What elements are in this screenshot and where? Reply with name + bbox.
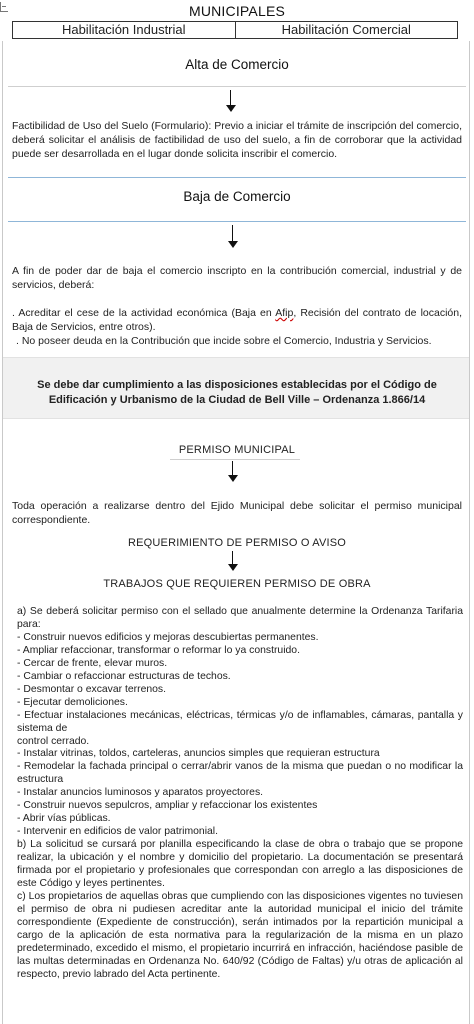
list-item: - Ejecutar demoliciones. [17,696,128,708]
list-item: - Abrir vías públicas. [17,813,111,825]
permiso-municipal-text: Toda operación a realizarse dentro del Ejido Municipal debe solicitar el permiso municipal correspondiente. [12,500,462,526]
requerimiento-heading: REQUERIMIENTO DE PERMISO O AVISO [127,537,347,549]
list-item: - Efectuar instalaciones mecánicas, eléctricas, térmicas y/o de inflamables, cámaras, pantalla y sistema de [17,709,463,734]
alta-comercio-heading: Alta de Comercio [185,57,289,72]
list-item: - Construir nuevos sepulcros, ampliar y refaccionar los existentes [17,800,318,812]
divider [8,86,466,87]
divider [170,459,300,460]
baja-requirement-1 [12,306,462,334]
arrow-down-icon [228,225,238,249]
tab-habilitacion-comercial[interactable]: Habilitación Comercial [235,22,458,38]
list-item: - Desmontar o excavar terrenos. [17,683,166,695]
alta-comercio-text: Factibilidad de Uso del Suelo (Formulario): Previo a iniciar el trámite de inscripción del comercio, deberá solicitar el análisis de factibilidad de uso del suelo, a fin de corroborar que la actividad puede ser desarrollada en el lugar donde solicita inscribir el comercio. [12,120,462,160]
permiso-municipal-heading: PERMISO MUNICIPAL [178,444,296,456]
afip-term: Afip [275,307,294,319]
obra-requirements-list [17,606,463,982]
list-item: - Instalar vitrinas, toldos, carteleras, anuncios simples que requieran estructura [17,748,380,760]
baja-comercio-heading: Baja de Comercio [183,189,291,204]
list-item: c) Los propietarios de aquellas obras que cumpliendo con las disposiciones vigentes no tuviesen el permiso de obra ni pudiesen acreditar ante la autoridad municipal el inicio del trámite correspondiente (Expediente de construcción), serán intimados por la repartición municipal a cargo de la aplicación de esta normativa para la regularización de la misma en un plazo predeterminado, excedido el mismo, el propietario incurrirá en infracción, haciéndose pasible de las multas determinadas en Ordenanza No. 640/92 (Código de Faltas) y/u otras de aplicación al respecto, previo labrado del Acta pertinente. [17,890,463,980]
page-title: MUNICIPALES [188,3,286,19]
list-item: control cerrado. [17,735,90,747]
baja-requirement-2: . No poseer deuda en la Contribución que incide sobre el Comercio, Industria y Servicios. [16,335,432,347]
baja-comercio-intro: A fin de poder dar de baja el comercio inscripto en la contribución comercial, industrial y de servicios, deberá: [12,265,462,291]
habilitacion-tabs [12,21,458,39]
list-item: - Remodelar la fachada principal o cerrar/abrir vanos de la misma que puedan o no modificar la estructura [17,761,463,786]
baja-requirement-1-text: . Acreditar el cese de la actividad económica (Baja en [12,307,276,319]
trabajos-heading: TRABAJOS QUE REQUIEREN PERMISO DE OBRA [103,578,371,590]
list-item: - Instalar anuncios luminosos y aparatos proyectores. [17,787,264,799]
list-item: - Intervenir en edificios de valor patrimonial. [17,826,218,838]
divider [8,221,466,222]
tab-habilitacion-industrial[interactable]: Habilitación Industrial [61,22,186,37]
list-item: - Cercar de frente, elevar muros. [17,657,168,669]
arrow-down-icon [226,90,236,112]
baja-requirement-1-rest: , Recisión del contrato de locación, Baja de Servicios, entre otros). [12,307,463,333]
list-item: b) La solicitud se cursará por planilla especificando la clase de obra o trabajo que se propone realizar, la ubicación y el nombre y domicilio del propietario. La documentación se presentará firmada por el propietario y profesionales que correspondan con arreglo a las disposiciones de este Código y leyes pertinentes. [17,839,463,890]
divider [8,177,466,178]
arrow-down-icon [228,551,238,571]
list-item: - Construir nuevos edificios y mejoras descubiertas permanentes. [17,631,319,643]
list-item: - Ampliar refaccionar, transformar o reformar lo ya construido. [17,644,300,656]
list-item: - Cambiar o refaccionar estructuras de techos. [17,670,231,682]
list-item: a) Se deberá solicitar permiso con el sellado que anualmente determine la Ordenanza Tarifaria para: [17,606,463,630]
ordinance-notice: Se debe dar cumplimiento a las disposiciones establecidas por el Código de Edificación y Urbanismo de la Ciudad de Bell Ville – Ordenanza 1.866/14 [37,379,437,406]
arrow-down-icon [228,461,238,483]
